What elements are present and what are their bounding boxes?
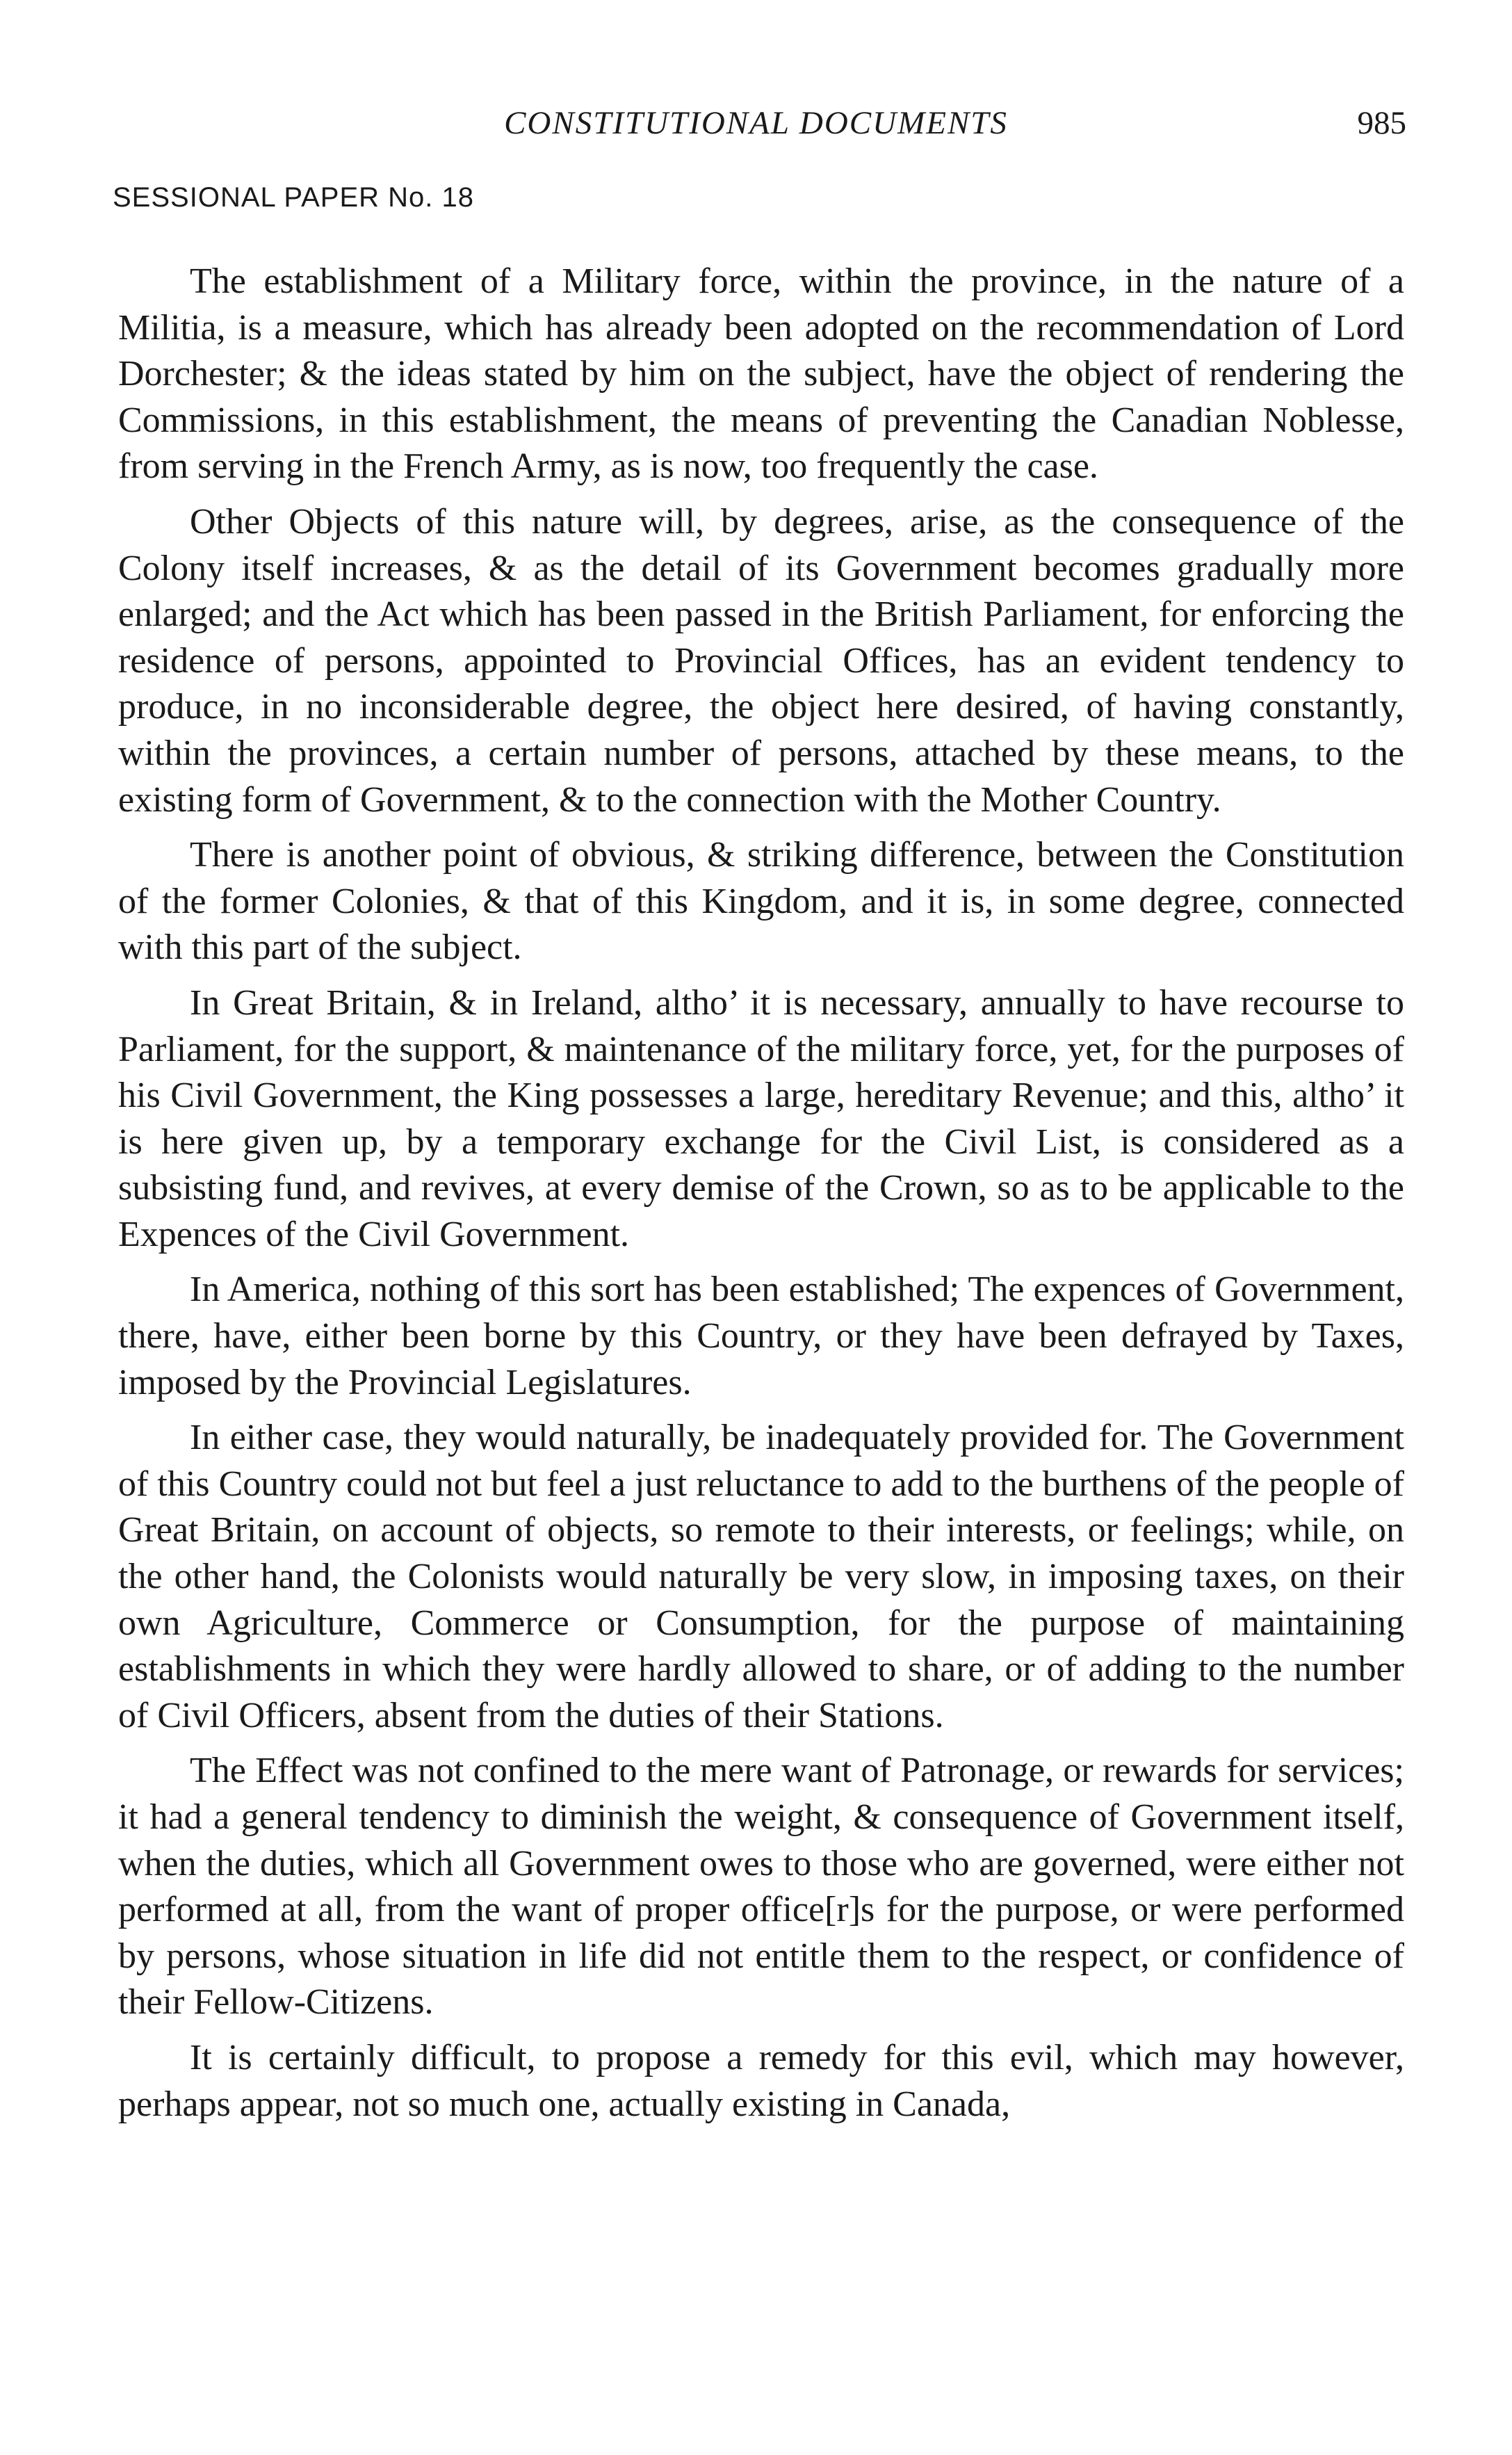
- paragraph-2: Other Objects of this nature will, by degrees, arise, as the consequence of the Colony itself increases, & as the detail of its Government becomes gradually more enlarged; and the Act which has been passed in the British Parliament, for enforcing the residence of persons, appointed to Provincial Offices, has an evident tendency to produce, in no inconsiderable degree, the object here desired, of having constantly, within the provinces, a certain number of persons, attached by these means, to the existing form of Government, & to the connection with the Mother Country.: [118, 501, 1404, 820]
- paragraph-6: In either case, they would naturally, be inadequately provided for. The Government of this Country could not but feel a just reluctance to add to the burthens of the people of Great Britain, on account of objects, so remote to their interests, or feelings; while, on the other hand, the Colonists would naturally be very slow, in imposing taxes, on their own Agriculture, Commerce or Consumption, for the purpose of maintaining establishments in which they were hardly allowed to share, or of adding to the number of Civil Officers, absent from the duties of their Stations.: [118, 1418, 1404, 1735]
- paragraph-1: The establishment of a Military force, within the province, in the nature of a Militia, is a measure, which has already been adopted on the recommendation of Lord Dorchester; & the ideas stated by him on the subject, have the object of rendering the Commissions, in this establishment, the means of preventing the Canadian Noblesse, from serving in the French Army, as is now, too frequently the case.: [118, 261, 1404, 487]
- paragraph-4: In Great Britain, & in Ireland, altho’ it is necessary, annually to have recourse to Parliament, for the support, & maintenance of the military force, yet, for the purposes of his Civil Government, the King possesses a large, hereditary Revenue; and this, altho’ it is here given up, by a temporary exchange for the Civil List, is considered as a subsisting fund, and revives, at every demise of the Crown, so as to be applicable to the Expences of the Civil Government.: [118, 982, 1404, 1254]
- body-text: [118, 259, 1404, 2137]
- paragraph-3: There is another point of obvious, & striking difference, between the Constitution of the former Colonies, & that of this Kingdom, and it is, in some degree, connected with this part of the subject.: [118, 835, 1404, 968]
- running-title: CONSTITUTIONAL DOCUMENTS: [504, 105, 1008, 141]
- paragraph-7: The Effect was not confined to the mere want of Patronage, or rewards for services; it had a general tendency to diminish the weight, & consequence of Government itself, when the duties, which all Government owes to those who are governed, were either not performed at all, from the want of proper office[r]s for the purpose, or were performed by persons, whose situation in life did not entitle them to the respect, or confidence of their Fellow-Citizens.: [118, 1751, 1404, 2023]
- paragraph-5: In America, nothing of this sort has been established; The expences of Government, there, have, either been borne by this Country, or they have been defrayed by Taxes, imposed by the Provincial Legislatures.: [118, 1270, 1404, 1402]
- sessional-paper-label: SESSIONAL PAPER No. 18: [113, 182, 474, 213]
- paragraph-8: It is certainly difficult, to propose a remedy for this evil, which may however, perhaps appear, not so much one, actually existing in Canada,: [118, 2037, 1404, 2124]
- running-head: [0, 104, 1512, 153]
- page-number: 985: [1357, 105, 1406, 141]
